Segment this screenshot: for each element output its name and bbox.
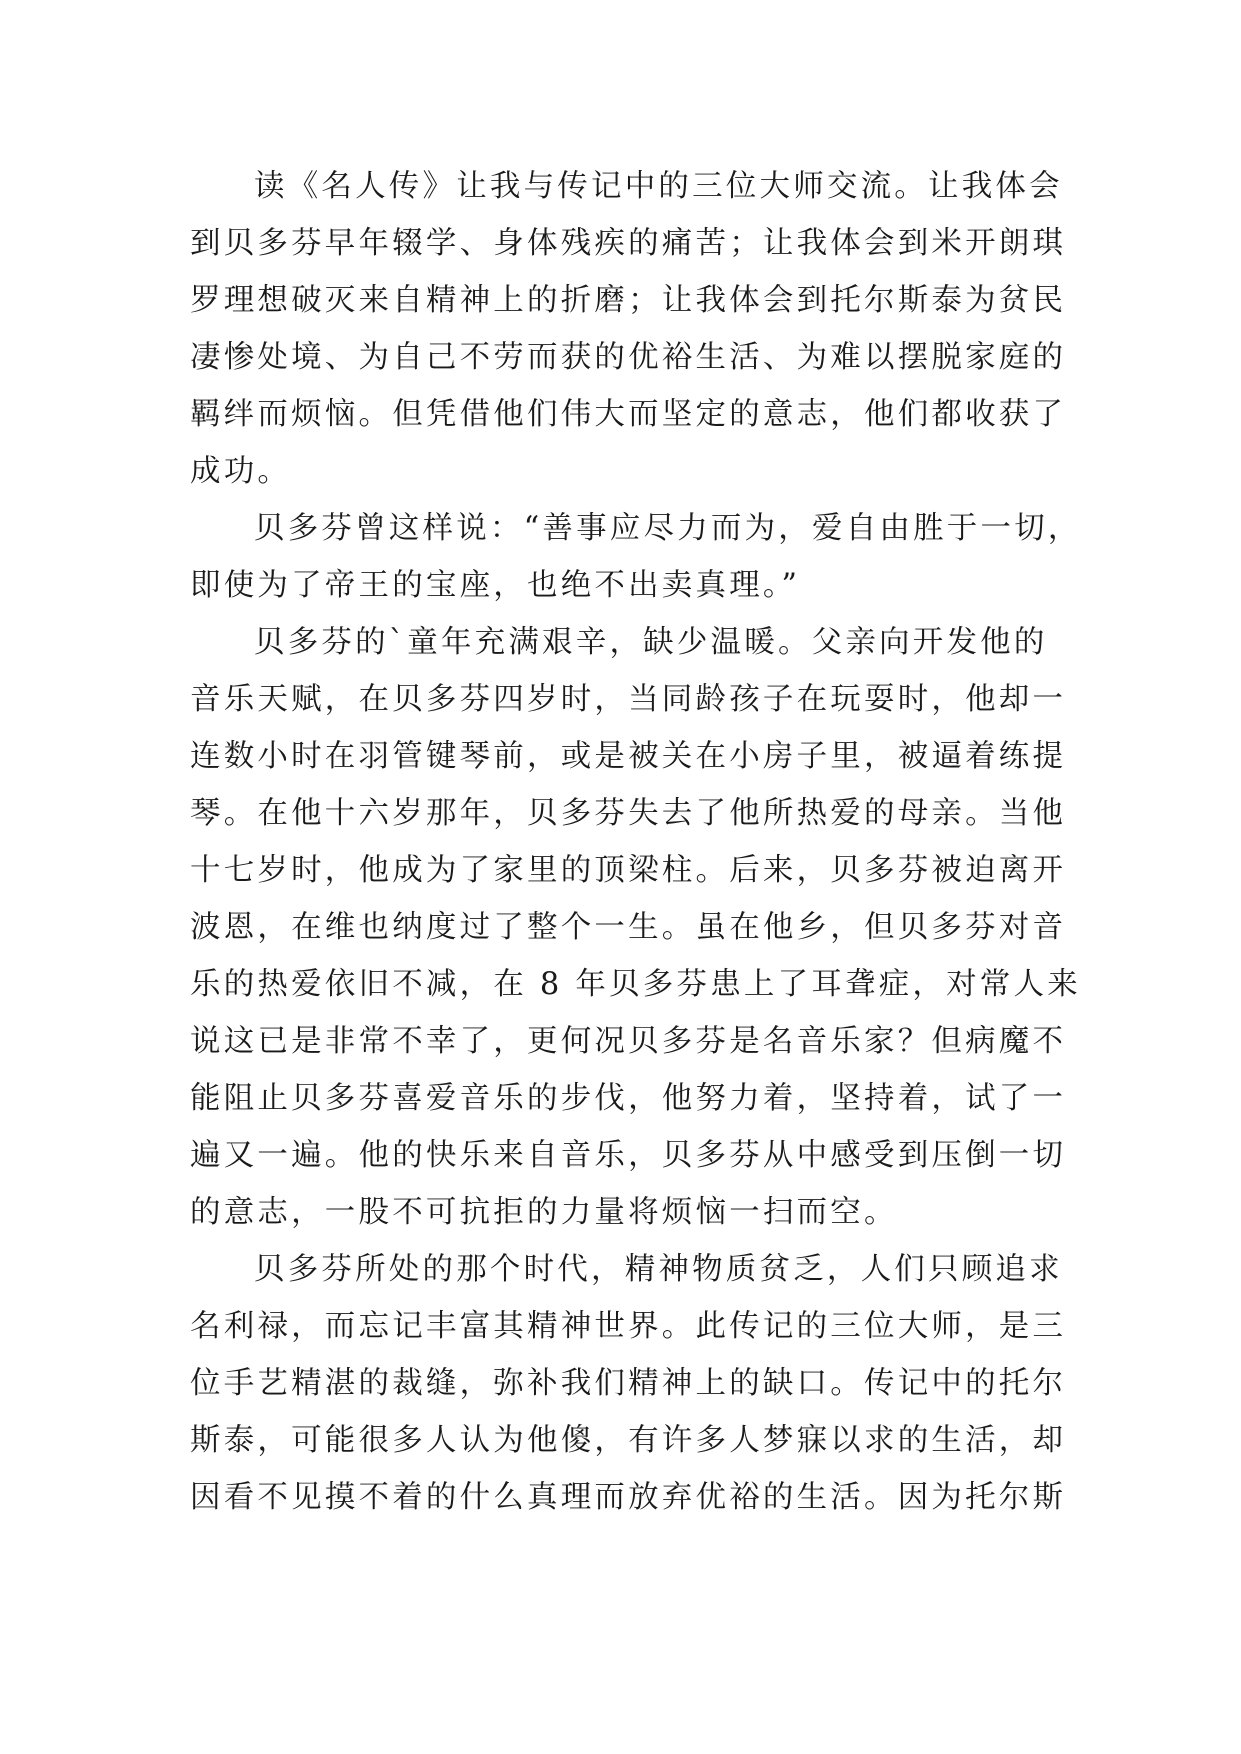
text-line: 罗理想破灭来自精神上的折磨；让我体会到托尔斯泰为贫民 — [190, 283, 1067, 318]
text-line: 即使为了帝王的宝座，也绝不出卖真理。” — [190, 568, 801, 603]
text-line: 贝多芬所处的那个时代，精神物质贫乏，人们只顾追求 — [254, 1252, 1063, 1287]
text-line: 的意志，一股不可抗拒的力量将烦恼一扫而空。 — [190, 1195, 898, 1230]
text-line: 位手艺精湛的裁缝，弥补我们精神上的缺口。传记中的托尔 — [190, 1366, 1067, 1401]
text-line: 连数小时在羽管键琴前，或是被关在小房子里，被逼着练提 — [190, 739, 1067, 774]
text-line: 羁绊而烦恼。但凭借他们伟大而坚定的意志，他们都收获了 — [190, 397, 1067, 432]
text-line: 读《名人传》让我与传记中的三位大师交流。让我体会 — [254, 169, 1063, 204]
text-line: 斯泰，可能很多人认为他傻，有许多人梦寐以求的生活，却 — [190, 1423, 1067, 1458]
text-line: 能阻止贝多芬喜爱音乐的步伐，他努力着，坚持着，试了一 — [190, 1081, 1067, 1116]
text-line: 凄惨处境、为自己不劳而获的优裕生活、为难以摆脱家庭的 — [190, 340, 1067, 375]
document-body — [190, 158, 1082, 1526]
text-line: 波恩，在维也纳度过了整个一生。虽在他乡，但贝多芬对音 — [190, 910, 1067, 945]
text-line: 因看不见摸不着的什么真理而放弃优裕的生活。因为托尔斯 — [190, 1480, 1067, 1515]
text-line: 贝多芬的`童年充满艰辛，缺少温暖。父亲向开发他的 — [254, 625, 1048, 660]
paragraph-2 — [190, 500, 1082, 614]
paragraph-4 — [190, 1241, 1067, 1526]
text-line: 说这已是非常不幸了，更何况贝多芬是名音乐家？但病魔不 — [190, 1024, 1067, 1059]
text-line: 琴。在他十六岁那年，贝多芬失去了他所热爱的母亲。当他 — [190, 796, 1067, 831]
text-line: 成功。 — [190, 454, 292, 489]
text-line: 十七岁时，他成为了家里的顶梁柱。后来，贝多芬被迫离开 — [190, 853, 1067, 888]
text-line: 贝多芬曾这样说：“善事应尽力而为，爱自由胜于一切， — [254, 511, 1082, 546]
text-line: 音乐天赋，在贝多芬四岁时，当同龄孩子在玩耍时，他却一 — [190, 682, 1067, 717]
text-line: 到贝多芬早年辍学、身体残疾的痛苦；让我体会到米开朗琪 — [190, 226, 1067, 261]
text-line: 乐的热爱依旧不减，在 8 年贝多芬患上了耳聋症，对常人来 — [190, 967, 1081, 1002]
text-line: 名利禄，而忘记丰富其精神世界。此传记的三位大师，是三 — [190, 1309, 1067, 1344]
paragraph-1 — [190, 158, 1067, 500]
text-line: 遍又一遍。他的快乐来自音乐，贝多芬从中感受到压倒一切 — [190, 1138, 1067, 1173]
paragraph-3 — [190, 614, 1081, 1241]
